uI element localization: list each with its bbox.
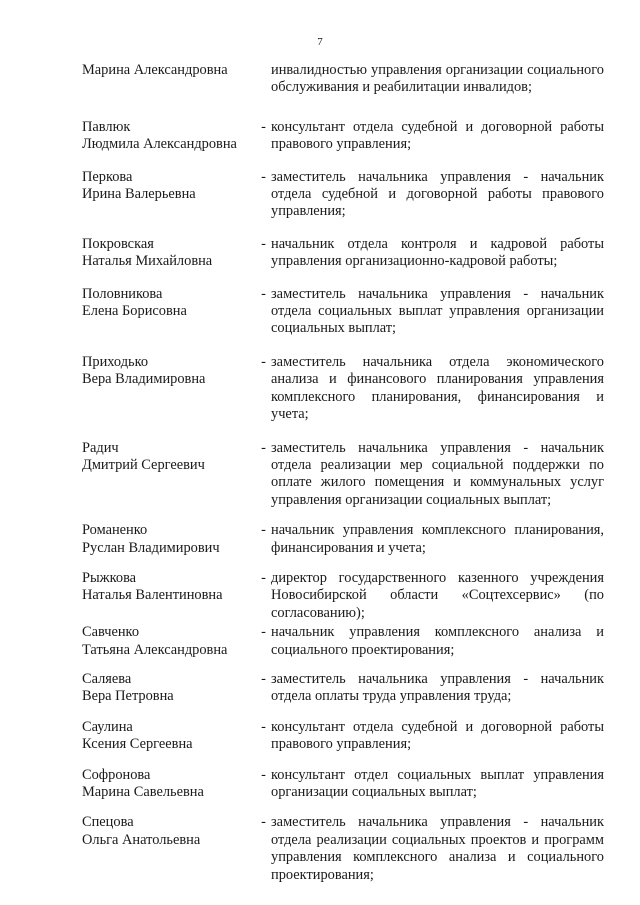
person-surname: Саулина: [82, 718, 133, 735]
dash-separator: -: [261, 766, 266, 783]
dash-separator: -: [261, 670, 266, 687]
person-name: [82, 62, 256, 97]
list-item: [82, 624, 604, 659]
person-name: [82, 169, 256, 221]
person-given-name: Ирина Валерьевна: [82, 186, 196, 203]
person-name: [82, 719, 256, 754]
person-given-name: Марина Савельевна: [82, 784, 204, 800]
person-given-name: Ольга Анатольевна: [82, 831, 201, 848]
list-item: [82, 236, 604, 271]
person-role: директор государственного казенного учреждения Новосибирской области «Соцтехсервис» (по согласованию);: [271, 569, 604, 621]
person-surname: Покровская: [82, 235, 154, 252]
person-role: начальник управления комплексного планирования, финансирования и учета;: [271, 522, 604, 556]
person-surname: Радич: [82, 439, 119, 456]
person-given-name: Наталья Валентиновна: [82, 587, 223, 604]
dash-separator: -: [261, 718, 266, 735]
person-surname: Половникова: [82, 285, 163, 302]
dash-separator: -: [261, 168, 266, 185]
person-surname: Софронова: [82, 766, 151, 783]
dash-separator: -: [261, 439, 266, 456]
person-given-name: Людмила Александровна: [82, 136, 237, 153]
person-given-name: Наталья Михайловна: [82, 253, 213, 270]
list-item: [82, 767, 604, 802]
dash-separator: -: [261, 569, 266, 586]
dash-separator: -: [261, 118, 266, 135]
person-role: начальник отдела контроля и кадровой работы управления организационно-кадровой работы;: [271, 235, 604, 270]
list-item: [82, 354, 604, 424]
person-name: [82, 440, 256, 510]
dash-separator: -: [261, 814, 266, 831]
list-item: [82, 62, 604, 97]
person-role: заместитель начальника управления - начальник отдела реализации социальных проектов и программ управления комплексного анализа и социального проектирования;: [271, 814, 604, 883]
list-item: [82, 719, 604, 754]
dash-separator: [256, 62, 271, 97]
person-role: заместитель начальника управления - начальник отдела судебной и договорной работы правового управления;: [271, 168, 604, 220]
person-given-name: Вера Владимировна: [82, 371, 206, 388]
person-given-name: Руслан Владимирович: [82, 539, 220, 556]
person-surname: Саляева: [82, 670, 132, 687]
person-name: [82, 671, 256, 706]
person-given-name: Елена Борисовна: [82, 303, 187, 320]
person-name: [82, 570, 256, 622]
person-given-name: Дмитрий Сергеевич: [82, 456, 205, 473]
person-role: инвалидностью управления организации социального обслуживания и реабилитации инвалидов;: [271, 62, 604, 96]
staff-list: [82, 62, 604, 884]
person-surname: Спецова: [82, 814, 134, 831]
dash-separator: -: [261, 522, 266, 539]
dash-separator: -: [261, 353, 266, 370]
list-item: [82, 522, 604, 557]
person-given-name: Ксения Сергеевна: [82, 736, 193, 753]
list-item: [82, 814, 604, 884]
person-surname: Романенко: [82, 522, 148, 539]
person-role: заместитель начальника отдела экономического анализа и финансового планирования управления комплексного планирования, финансирования и учета;: [271, 353, 604, 423]
person-surname: Павлюк: [82, 118, 131, 135]
person-surname: Савченко: [82, 624, 140, 641]
person-name: [82, 522, 256, 557]
list-item: [82, 169, 604, 221]
person-given-name: Вера Петровна: [82, 688, 174, 705]
person-name: [82, 814, 256, 884]
person-role: консультант отдела судебной и договорной работы правового управления;: [271, 718, 604, 753]
dash-separator: -: [261, 624, 266, 641]
person-given-name: Татьяна Александровна: [82, 641, 228, 658]
person-role: заместитель начальника управления - начальник отдела социальных выплат управления организации социальных выплат;: [271, 285, 604, 337]
person-name: [82, 624, 256, 659]
person-role: консультант отдел социальных выплат управления организации социальных выплат;: [271, 766, 604, 800]
dash-separator: -: [261, 285, 266, 302]
person-name: [82, 119, 256, 154]
person-role: заместитель начальника управления - начальник отдела оплаты труда управления труда;: [271, 670, 604, 705]
list-item: [82, 570, 604, 622]
person-name: [82, 236, 256, 271]
person-name: [82, 354, 256, 424]
person-given-name: Марина Александровна: [82, 62, 228, 78]
person-role: заместитель начальника управления - начальник отдела реализации мер социальной поддержки по оплате жилого помещения и коммунальных услуг управления организации социальных выплат;: [271, 439, 604, 508]
person-surname: Приходько: [82, 353, 149, 370]
list-item: [82, 286, 604, 338]
list-item: [82, 119, 604, 154]
list-item: [82, 671, 604, 706]
person-role: начальник управления комплексного анализа и социального проектирования;: [271, 624, 604, 658]
page-number: 7: [317, 36, 323, 48]
dash-separator: -: [261, 235, 266, 252]
person-surname: Перкова: [82, 168, 133, 185]
person-name: [82, 767, 256, 802]
person-role: консультант отдела судебной и договорной работы правового управления;: [271, 118, 604, 153]
person-name: [82, 286, 256, 338]
person-surname: Рыжкова: [82, 569, 137, 586]
list-item: [82, 440, 604, 510]
